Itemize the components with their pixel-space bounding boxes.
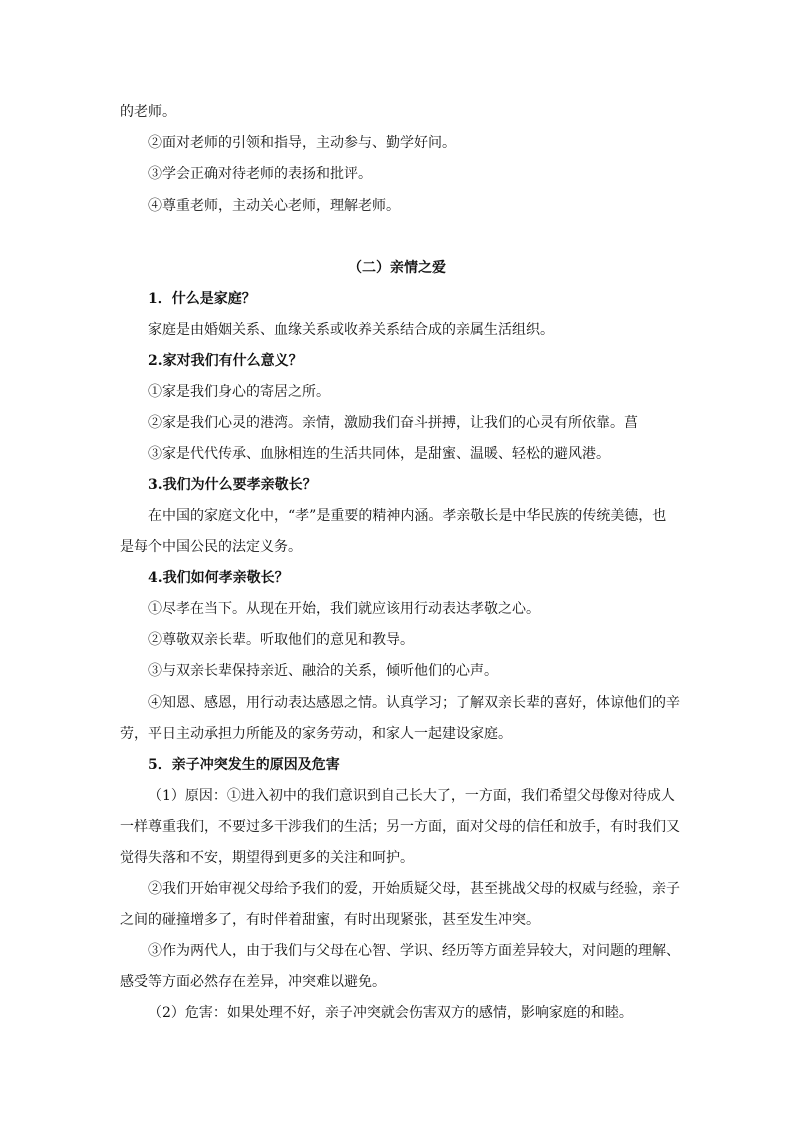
text-line: ④知恩、感恩，用行动表达感恩之情。认真学习；了解双亲长辈的喜好，体谅他们的辛 xyxy=(148,695,680,711)
question-heading: 3.我们为什么要孝亲敬长？ xyxy=(148,477,317,493)
text-line: ③作为两代人，由于我们与父母在心智、学识、经历等方面差异较大，对问题的理解、 xyxy=(148,943,680,959)
question-heading: 5．亲子冲突发生的原因及危害 xyxy=(148,757,340,773)
text-line: 家庭是由婚姻关系、血缘关系或收养关系结合成的亲属生活组织。 xyxy=(148,322,554,338)
question-heading: 1．什么是家庭？ xyxy=(148,291,256,307)
text-line: ②面对老师的引领和指导，主动参与、勤学好问。 xyxy=(148,135,456,151)
text-line: 觉得失落和不安，期望得到更多的关注和呵护。 xyxy=(120,850,414,866)
text-line: ②我们开始审视父母给予我们的爱，开始质疑父母，甚至挑战父母的权威与经验，亲子 xyxy=(148,881,680,897)
text-line: ①尽孝在当下。从现在开始，我们就应该用行动表达孝敬之心。 xyxy=(148,601,540,617)
text-line: ①家是我们身心的寄居之所。 xyxy=(148,384,330,400)
text-line: ②尊敬双亲长辈。听取他们的意见和教导。 xyxy=(148,632,414,648)
text-line: 一样尊重我们，不要过多干涉我们的生活；另一方面，面对父母的信任和放手，有时我们又 xyxy=(120,819,680,835)
question-heading: 4.我们如何孝亲敬长？ xyxy=(148,570,289,586)
text-line: ③学会正确对待老师的表扬和批评。 xyxy=(148,166,372,182)
text-line: 劳，平日主动承担力所能及的家务劳动，和家人一起建设家庭。 xyxy=(120,726,512,742)
text-line: 在中国的家庭文化中，“孝”是重要的精神内涵。孝亲敬长是中华民族的传统美德，也 xyxy=(148,508,667,524)
text-line: ③家是代代传承、血脉相连的生活共同体，是甜蜜、温暖、轻松的避风港。 xyxy=(148,446,610,462)
text-line: ③与双亲长辈保持亲近、融洽的关系，倾听他们的心声。 xyxy=(148,663,498,679)
text-line: （2）危害：如果处理不好，亲子冲突就会伤害双方的感情，影响家庭的和睦。 xyxy=(148,1005,633,1021)
text-line: ④尊重老师，主动关心老师，理解老师。 xyxy=(148,198,400,214)
question-heading: 2.家对我们有什么意义？ xyxy=(148,353,303,369)
text-line: 之间的碰撞增多了，有时伴着甜蜜，有时出现紧张，甚至发生冲突。 xyxy=(120,912,540,928)
text-line: 是每个中国公民的法定义务。 xyxy=(120,539,302,555)
text-line: ②家是我们心灵的港湾。亲情，激励我们奋斗拼搏，让我们的心灵有所依靠。菖 xyxy=(148,415,638,431)
text-line: 的老师。 xyxy=(120,104,176,120)
section-heading: （二）亲情之爱 xyxy=(348,260,446,276)
text-line: 感受等方面必然存在差异，冲突难以避免。 xyxy=(120,974,386,990)
text-line: （1）原因：①进入初中的我们意识到自己长大了，一方面，我们希望父母像对待成人 xyxy=(148,788,675,804)
